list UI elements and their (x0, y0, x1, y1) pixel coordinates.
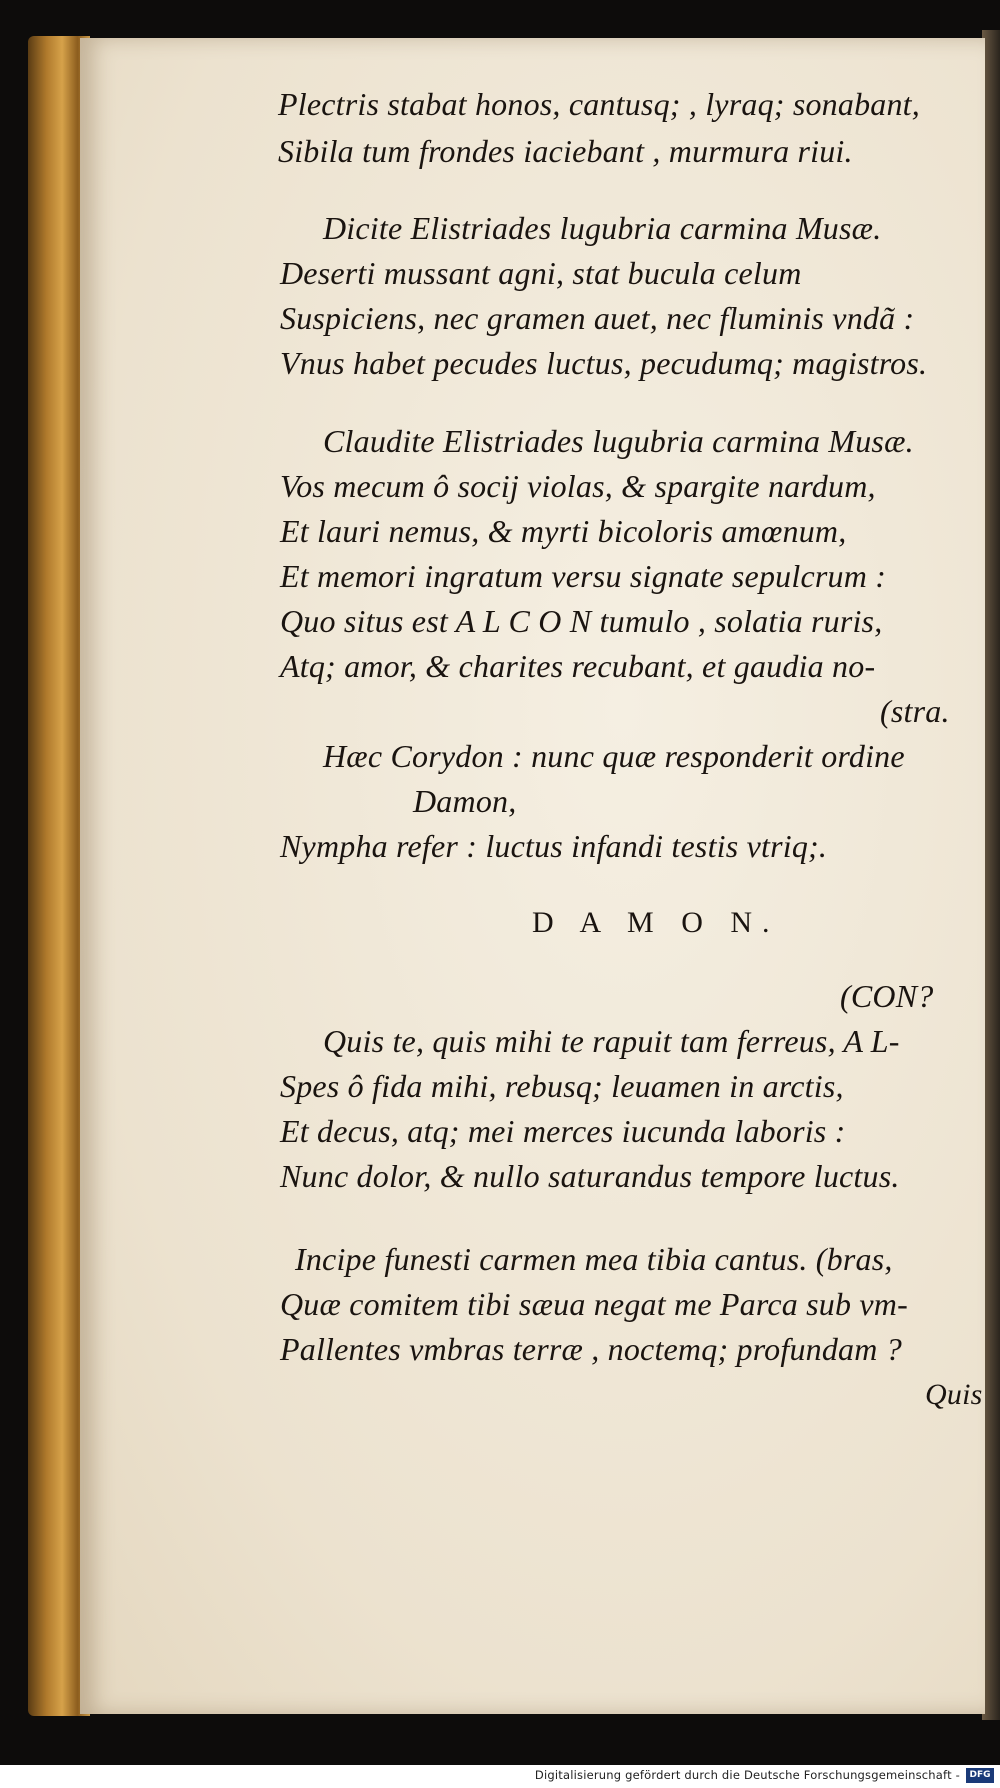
text-line: Suspiciens, nec gramen auet, nec fluminis vndã : (280, 300, 915, 336)
catchword: Quis (925, 1378, 983, 1411)
text-line: Nympha refer : luctus infandi testis vtriq;. (280, 828, 828, 864)
speaker-heading: D A M O N. (532, 906, 780, 939)
text-line: Quo situs est A L C O N tumulo , solatia ruris, (280, 603, 883, 639)
text-line: Incipe funesti carmen mea tibia cantus. (bras, (295, 1241, 893, 1277)
text-line: Vnus habet pecudes luctus, pecudumq; magistros. (280, 345, 928, 381)
text-line: (CON? (840, 978, 934, 1014)
text-line: Et memori ingratum versu signate sepulcrum : (280, 558, 887, 594)
text-line: Plectris stabat honos, cantusq; , lyraq; sonabant, (278, 86, 920, 122)
dfg-logo: DFG (966, 1768, 994, 1783)
text-line: Atq; amor, & charites recubant, et gaudia no- (280, 648, 876, 684)
page-text (80, 38, 985, 1714)
text-line: Damon, (413, 783, 517, 819)
text-line: Et decus, atq; mei merces iucunda laboris : (280, 1113, 846, 1149)
text-line: Nunc dolor, & nullo saturandus tempore luctus. (280, 1158, 900, 1194)
text-line: Quæ comitem tibi sæua negat me Parca sub vm- (280, 1286, 908, 1322)
text-line: Pallentes vmbras terræ , noctemq; profundam ? (280, 1331, 902, 1367)
text-line: Hæc Corydon : nunc quæ responderit ordine (323, 738, 905, 774)
text-line: Spes ô fida mihi, rebusq; leuamen in arctis, (280, 1068, 844, 1104)
digitization-footer (0, 1765, 1000, 1788)
footer-credit: Digitalisierung gefördert durch die Deutsche Forschungsgemeinschaft - (534, 1768, 960, 1782)
text-line: Et lauri nemus, & myrti bicoloris amœnum, (280, 513, 847, 549)
text-line: Dicite Elistriades lugubria carmina Musæ. (323, 210, 882, 246)
text-line: Claudite Elistriades lugubria carmina Musæ. (323, 423, 914, 459)
text-line: Vos mecum ô socij violas, & spargite nardum, (280, 468, 876, 504)
text-line: Deserti mussant agni, stat bucula celum (280, 255, 802, 291)
text-line: Sibila tum frondes iaciebant , murmura riui. (278, 133, 853, 169)
text-line: (stra. (880, 693, 950, 729)
book-page (80, 38, 985, 1714)
text-line: Quis te, quis mihi te rapuit tam ferreus, A L- (323, 1023, 900, 1059)
